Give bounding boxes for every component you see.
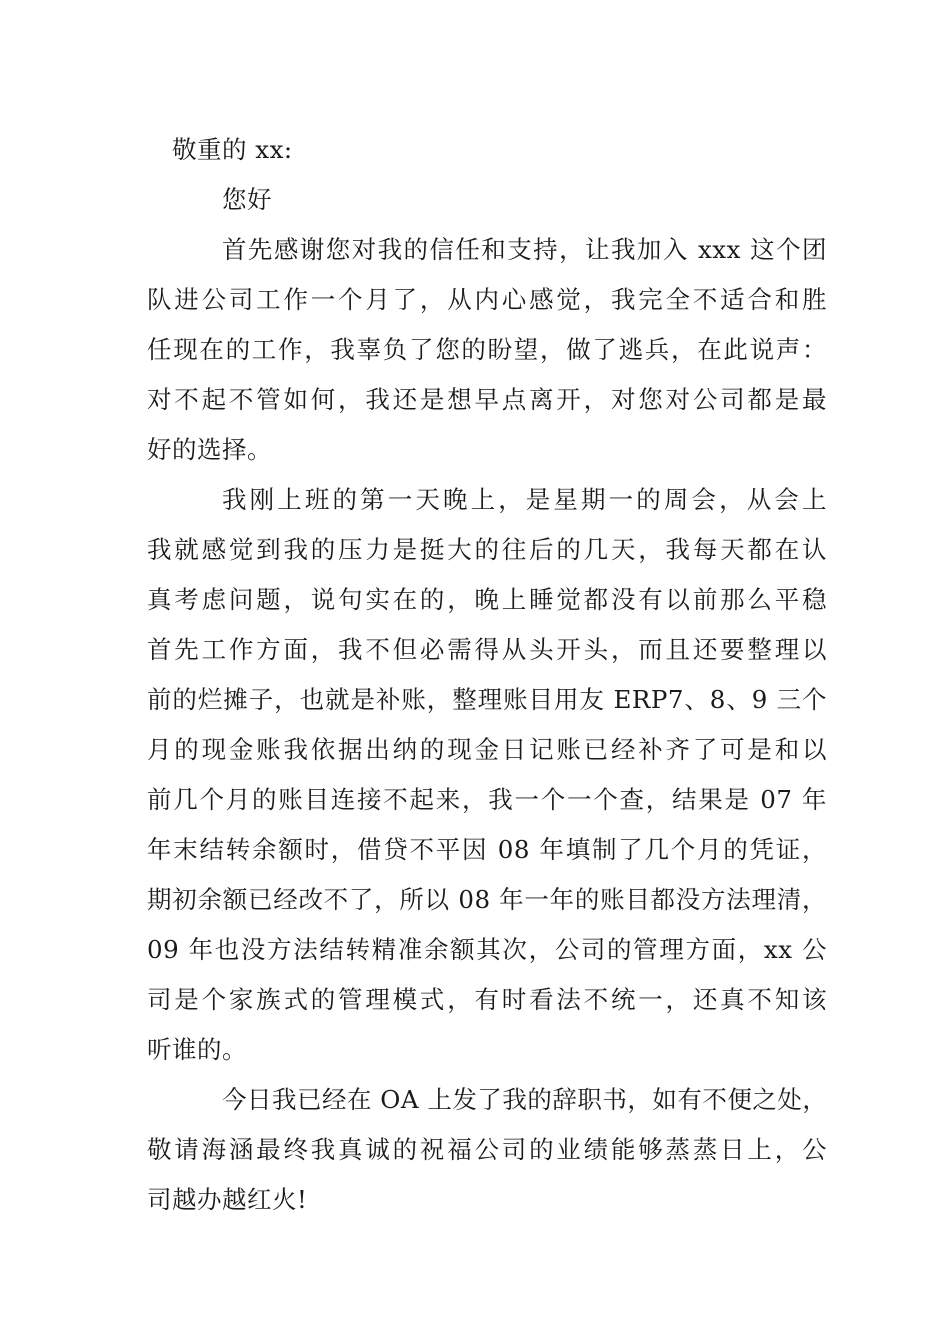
paragraph-line: 听谁的。 xyxy=(147,1035,247,1064)
paragraph-line: 我刚上班的第一天晚上，是星期一的周会，从会上 xyxy=(222,485,827,514)
paragraph-line: 真考虑问题，说句实在的，晚上睡觉都没有以前那么平稳 xyxy=(147,585,827,614)
paragraph-line: 年末结转余额时，借贷不平因 08 年填制了几个月的凭证， xyxy=(147,835,827,864)
paragraph-line: 队进公司工作一个月了，从内心感觉，我完全不适合和胜 xyxy=(147,285,827,314)
paragraph-line: 月的现金账我依据出纳的现金日记账已经补齐了可是和以 xyxy=(147,735,827,764)
paragraph-line: 今日我已经在 OA 上发了我的辞职书，如有不便之处， xyxy=(222,1085,828,1114)
paragraph-line: 前的烂摊子，也就是补账，整理账目用友 ERP7、8、9 三个 xyxy=(147,685,827,714)
paragraph-line: 期初余额已经改不了，所以 08 年一年的账目都没方法理清， xyxy=(147,885,827,914)
paragraph-line: 敬请海涵最终我真诚的祝福公司的业绩能够蒸蒸日上，公 xyxy=(147,1135,827,1164)
paragraph-line: 司越办越红火! xyxy=(147,1185,308,1214)
greeting-hello: 您好 xyxy=(222,185,272,214)
paragraph-line: 前几个月的账目连接不起来，我一个一个查，结果是 07 年 xyxy=(147,785,827,814)
paragraph-line: 09 年也没方法结转精准余额其次，公司的管理方面，xx 公 xyxy=(147,935,827,964)
paragraph-line: 任现在的工作，我辜负了您的盼望，做了逃兵，在此说声： xyxy=(147,335,827,364)
paragraph-line: 对不起不管如何，我还是想早点离开，对您对公司都是最 xyxy=(147,385,827,414)
salutation: 敬重的 xx: xyxy=(172,135,293,164)
paragraph-line: 首先工作方面，我不但必需得从头开头，而且还要整理以 xyxy=(147,635,827,664)
paragraph-line: 首先感谢您对我的信任和支持，让我加入 xxx 这个团 xyxy=(222,235,827,264)
paragraph-line: 我就感觉到我的压力是挺大的往后的几天，我每天都在认 xyxy=(147,535,827,564)
paragraph-line: 司是个家族式的管理模式，有时看法不统一，还真不知该 xyxy=(147,985,827,1014)
paragraph-line: 好的选择。 xyxy=(147,435,272,464)
